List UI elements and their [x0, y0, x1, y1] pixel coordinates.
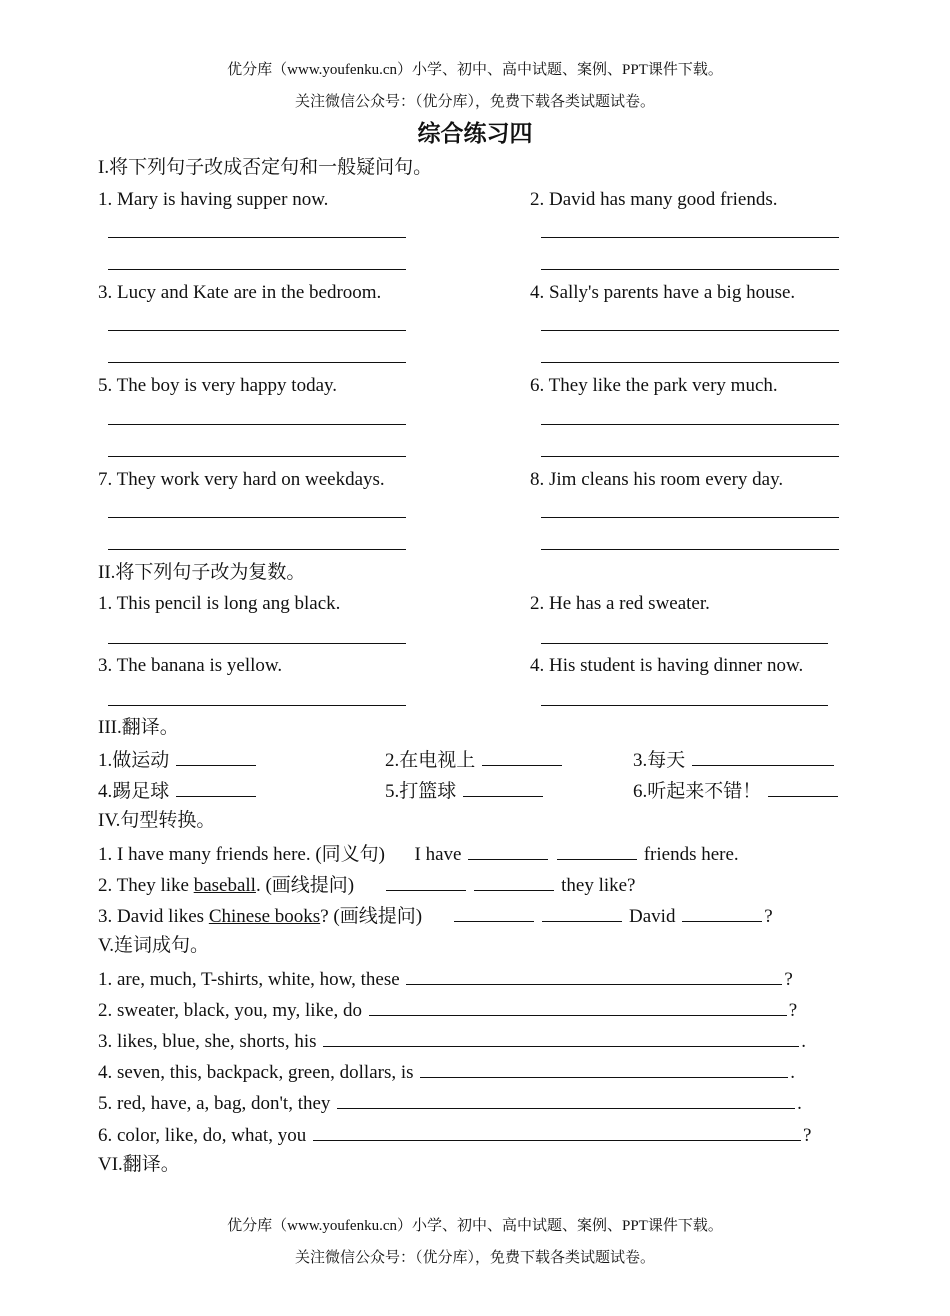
s5-text-5: 5. red, have, a, bag, don't, they	[98, 1093, 331, 1114]
answer-line[interactable]	[108, 456, 406, 457]
s4-q1-answer-b: friends here.	[643, 844, 739, 865]
s1-item-8: 8. Jim cleans his room every day.	[530, 469, 784, 490]
answer-line[interactable]	[108, 517, 406, 518]
s4-q1-text: 1. I have many friends here. (同义句)	[98, 844, 386, 865]
s3-label-6: 6.听起来不错！	[633, 781, 762, 802]
s3-item-1	[98, 747, 258, 773]
answer-blank[interactable]	[323, 1028, 799, 1047]
s3-label-1: 1.做运动	[98, 750, 170, 771]
section1-heading: I.将下列句子改成否定句和一般疑问句。	[98, 157, 433, 178]
s5-item-3	[98, 1028, 806, 1054]
answer-line[interactable]	[108, 643, 406, 644]
answer-blank[interactable]	[406, 966, 782, 985]
answer-line[interactable]	[108, 330, 406, 331]
answer-blank[interactable]	[176, 778, 256, 797]
answer-line[interactable]	[541, 517, 839, 518]
answer-blank[interactable]	[542, 903, 622, 922]
s3-label-2: 2.在电视上	[385, 750, 476, 771]
answer-line[interactable]	[541, 424, 839, 425]
answer-line[interactable]	[108, 549, 406, 550]
answer-blank[interactable]	[176, 747, 256, 766]
s3-label-5: 5.打篮球	[385, 781, 457, 802]
s4-q3-prefix: 3. David likes	[98, 906, 209, 927]
answer-blank[interactable]	[386, 872, 466, 891]
answer-blank[interactable]	[482, 747, 562, 766]
s4-q2	[98, 872, 636, 898]
s5-text-6: 6. color, like, do, what, you	[98, 1125, 307, 1146]
answer-blank[interactable]	[420, 1059, 788, 1078]
s4-q3-suffix: ? (画线提问)	[320, 906, 423, 927]
s4-q3-end: ?	[764, 906, 773, 927]
page-title: 综合练习四	[417, 121, 533, 146]
answer-blank[interactable]	[682, 903, 762, 922]
s3-item-4	[98, 778, 258, 804]
header-line-1: 优分库（www.youfenku.cn）小学、初中、高中试题、案例、PPT课件下载。	[227, 62, 723, 78]
s4-q3-mid: David	[629, 906, 676, 927]
s5-item-4	[98, 1059, 795, 1085]
answer-blank[interactable]	[557, 841, 637, 860]
s1-item-5: 5. The boy is very happy today.	[98, 375, 338, 396]
s5-text-2: 2. sweater, black, you, my, like, do	[98, 1000, 362, 1021]
s3-item-6	[633, 778, 840, 804]
section3-heading: III.翻译。	[98, 717, 179, 738]
s5-end-6: ?	[802, 1125, 812, 1146]
s5-end-4: .	[790, 1062, 796, 1083]
section5-heading: V.连词成句。	[98, 935, 210, 956]
footer-line-1: 优分库（www.youfenku.cn）小学、初中、高中试题、案例、PPT课件下载。	[227, 1218, 723, 1234]
s4-q2-suffix: . (画线提问)	[255, 875, 355, 896]
s3-label-3: 3.每天	[633, 750, 686, 771]
s4-q3	[98, 903, 773, 929]
s4-q3-underlined: Chinese books	[208, 906, 321, 927]
s2-item-3: 3. The banana is yellow.	[98, 655, 283, 676]
answer-line[interactable]	[108, 424, 406, 425]
section6-heading: VI.翻译。	[98, 1154, 180, 1175]
answer-line[interactable]	[541, 456, 839, 457]
s1-item-6: 6. They like the park very much.	[530, 375, 778, 396]
answer-blank[interactable]	[768, 778, 838, 797]
s5-item-5	[98, 1090, 802, 1116]
answer-line[interactable]	[541, 330, 839, 331]
s1-item-3: 3. Lucy and Kate are in the bedroom.	[98, 282, 382, 303]
answer-line[interactable]	[108, 237, 406, 238]
s1-item-2: 2. David has many good friends.	[530, 189, 778, 210]
s5-item-1	[98, 966, 793, 992]
answer-line[interactable]	[541, 705, 828, 706]
s5-end-1: ?	[784, 969, 793, 990]
answer-blank[interactable]	[337, 1090, 795, 1109]
answer-blank[interactable]	[369, 997, 787, 1016]
s1-item-7: 7. They work very hard on weekdays.	[98, 469, 385, 490]
s5-end-3: .	[801, 1031, 806, 1052]
answer-blank[interactable]	[454, 903, 534, 922]
s5-end-2: ?	[788, 1000, 798, 1021]
s1-item-4: 4. Sally's parents have a big house.	[530, 282, 796, 303]
s3-item-2	[385, 747, 564, 773]
answer-line[interactable]	[108, 362, 406, 363]
s5-text-4: 4. seven, this, backpack, green, dollars, is	[98, 1062, 414, 1083]
answer-blank[interactable]	[463, 778, 543, 797]
s4-q2-prefix: 2. They like	[98, 875, 194, 896]
header-line-2: 关注微信公众号：（优分库），免费下载各类试题试卷。	[294, 94, 655, 110]
s3-label-4: 4.踢足球	[98, 781, 170, 802]
section4-heading: IV.句型转换。	[98, 810, 216, 831]
footer-line-2: 关注微信公众号：（优分库），免费下载各类试题试卷。	[294, 1250, 655, 1266]
answer-line[interactable]	[541, 362, 839, 363]
s4-q1-answer-a: I have	[414, 844, 462, 865]
s2-item-4: 4. His student is having dinner now.	[530, 655, 804, 676]
answer-blank[interactable]	[313, 1122, 801, 1141]
s4-q1	[98, 841, 739, 867]
answer-line[interactable]	[541, 269, 839, 270]
answer-blank[interactable]	[468, 841, 548, 860]
s1-item-1: 1. Mary is having supper now.	[98, 189, 329, 210]
s4-q2-tail: they like?	[561, 875, 636, 896]
s3-item-5	[385, 778, 545, 804]
section2-heading: II.将下列句子改为复数。	[98, 562, 306, 583]
answer-line[interactable]	[108, 705, 406, 706]
answer-line[interactable]	[108, 269, 406, 270]
s5-text-3: 3. likes, blue, she, shorts, his	[98, 1031, 317, 1052]
answer-blank[interactable]	[474, 872, 554, 891]
s4-q2-underlined: baseball	[193, 875, 256, 896]
s3-item-3	[633, 747, 836, 773]
s5-item-2	[98, 997, 797, 1023]
s2-item-1: 1. This pencil is long ang black.	[98, 593, 341, 614]
s2-item-2: 2. He has a red sweater.	[530, 593, 710, 614]
answer-line[interactable]	[541, 237, 839, 238]
answer-blank[interactable]	[692, 747, 834, 766]
answer-line[interactable]	[541, 643, 828, 644]
s5-text-1: 1. are, much, T-shirts, white, how, these	[98, 969, 400, 990]
answer-line[interactable]	[541, 549, 839, 550]
s5-item-6	[98, 1122, 811, 1148]
s5-end-5: .	[797, 1093, 802, 1114]
